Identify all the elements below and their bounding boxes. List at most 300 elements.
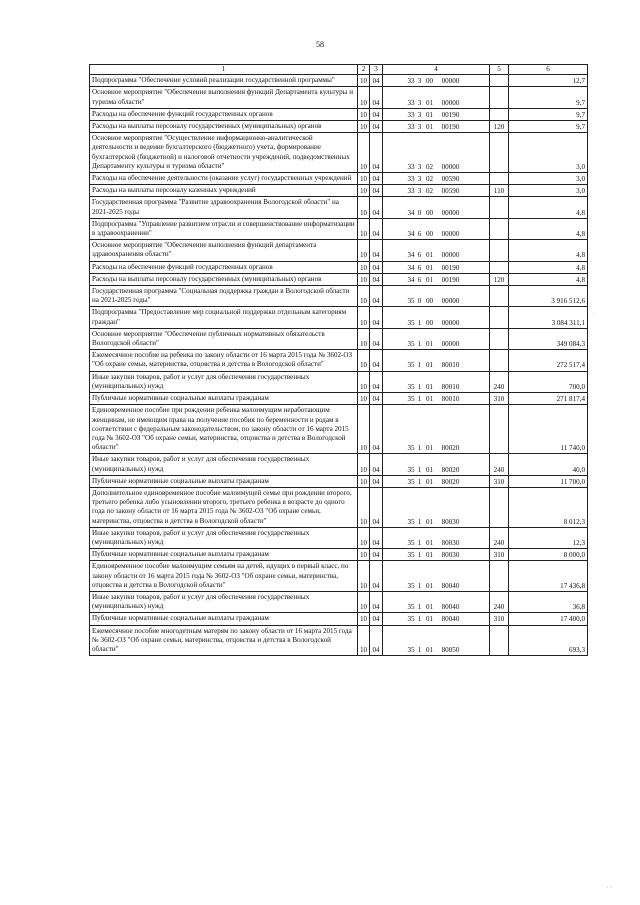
code-part-c4b: 0 [417,297,422,306]
table-row [90,487,588,527]
row-target-code [383,591,490,612]
row-target-code [383,286,490,307]
margin-mark: · [593,312,595,318]
row-amount: 11 740,0 [509,405,588,454]
row-name: Расходы на выплаты персоналу государственных (муниципальных) органов [90,273,358,285]
code-part-c4a: 34 [407,230,415,239]
row-section: 10 [358,350,370,371]
row-expense-type [490,218,509,239]
code-part-c4c: 00 [425,318,434,327]
code-part-c4d: 00000 [441,98,460,107]
code-part-c4b: 3 [417,175,422,184]
code-part-c4a: 34 [407,208,415,217]
row-expense-type [490,75,509,87]
row-name: Подпрограмма "Обеспечение условий реализации государственной программы" [90,75,358,87]
code-part-c4b: 3 [417,162,422,171]
row-section: 10 [358,549,370,561]
row-subsection: 04 [370,240,383,261]
row-subsection: 04 [370,173,383,185]
table-row [90,307,588,328]
row-section: 10 [358,307,370,328]
code-part-c4b: 0 [417,208,422,217]
code-part-c4c: 00 [425,297,434,306]
code-part-c4b: 6 [417,251,422,260]
code-part-c4c: 01 [425,251,434,260]
row-target-code [383,350,490,371]
row-amount: 17 400,0 [509,613,588,625]
row-expense-type [490,625,509,656]
code-part-c4d: 00190 [441,110,460,119]
code-part-c4c: 01 [425,615,434,624]
code-part-c4d: 00190 [441,275,460,284]
row-target-code [383,371,490,392]
row-section: 10 [358,108,370,120]
table-row [90,591,588,612]
row-subsection: 04 [370,133,383,173]
row-expense-type [490,307,509,328]
code-part-c4a: 33 [407,98,415,107]
code-part-c4c: 01 [425,340,434,349]
code-part-c4d: 00000 [441,77,460,86]
row-expense-type [490,240,509,261]
row-target-code [383,393,490,405]
row-subsection: 04 [370,454,383,475]
row-section: 10 [358,218,370,239]
code-part-c4d: 80010 [441,382,460,391]
table-row [90,261,588,273]
row-section: 10 [358,75,370,87]
row-subsection: 04 [370,197,383,218]
code-part-c4c: 01 [425,444,434,453]
row-subsection: 04 [370,307,383,328]
table-row [90,350,588,371]
row-target-code [383,625,490,656]
code-part-c4b: 1 [417,538,422,547]
row-expense-type: 240 [490,454,509,475]
code-part-c4a: 33 [407,187,415,196]
row-section: 10 [358,393,370,405]
code-part-c4b: 1 [417,477,422,486]
row-amount: 9,7 [509,87,588,108]
row-expense-type [490,286,509,307]
code-part-c4c: 01 [425,645,434,654]
row-expense-type [490,487,509,527]
code-part-c4a: 33 [407,110,415,119]
row-target-code [383,133,490,173]
code-part-c4a: 35 [407,477,415,486]
row-subsection: 04 [370,185,383,197]
row-target-code [383,173,490,185]
row-amount: 4,8 [509,273,588,285]
row-subsection: 04 [370,613,383,625]
table-row [90,218,588,239]
row-amount: 4,8 [509,197,588,218]
code-part-c4d: 00190 [441,263,460,272]
row-subsection: 04 [370,75,383,87]
row-expense-type [490,87,509,108]
code-part-c4d: 00000 [441,230,460,239]
row-target-code [383,75,490,87]
code-part-c4b: 1 [417,551,422,560]
code-part-c4d: 80030 [441,517,460,526]
header-col-4: 4 [383,65,490,75]
row-section: 10 [358,475,370,487]
row-expense-type: 310 [490,613,509,625]
code-part-c4a: 35 [407,382,415,391]
table-row [90,549,588,561]
row-name: Основное мероприятие "Обеспечение выполнения функций Департамента культуры и туризма области" [90,87,358,108]
code-part-c4a: 35 [407,603,415,612]
table-body [90,75,588,656]
row-target-code [383,121,490,133]
row-amount: 272 517,4 [509,350,588,371]
row-expense-type [490,328,509,349]
row-amount: 4,8 [509,261,588,273]
code-part-c4b: 1 [417,615,422,624]
row-amount: 9,7 [509,121,588,133]
code-part-c4c: 00 [425,230,434,239]
row-expense-type: 120 [490,273,509,285]
code-part-c4d: 00000 [441,162,460,171]
row-expense-type: 240 [490,371,509,392]
row-amount: 12,7 [509,75,588,87]
code-part-c4b: 6 [417,230,422,239]
row-expense-type [490,405,509,454]
row-section: 10 [358,591,370,612]
row-target-code [383,613,490,625]
row-name: Расходы на обеспечение функций государственных органов [90,261,358,273]
table-row [90,454,588,475]
table-row [90,328,588,349]
row-expense-type: 310 [490,393,509,405]
row-section: 10 [358,185,370,197]
code-part-c4d: 80020 [441,465,460,474]
code-part-c4d: 00000 [441,297,460,306]
code-part-c4b: 1 [417,361,422,370]
row-amount: 11 700,0 [509,475,588,487]
header-col-1: 1 [90,65,358,75]
code-part-c4c: 01 [425,263,434,272]
row-target-code [383,487,490,527]
code-part-c4a: 34 [407,275,415,284]
row-name: Расходы на выплаты персоналу казенных учреждений [90,185,358,197]
row-amount: 40,0 [509,454,588,475]
budget-table [89,64,588,656]
row-target-code [383,261,490,273]
row-name: Ежемесячное пособие многодетным матерям по закону области от 16 марта 2015 года № 3602-ОЗ "Об охране семьи, материнства, отцовства и детства в Вологодской области" [90,625,358,656]
row-expense-type [490,561,509,592]
code-part-c4b: 6 [417,263,422,272]
code-part-c4a: 33 [407,175,415,184]
row-section: 10 [358,613,370,625]
row-subsection: 04 [370,625,383,656]
code-part-c4a: 35 [407,645,415,654]
row-section: 10 [358,527,370,548]
code-part-c4c: 01 [425,395,434,404]
row-expense-type [490,133,509,173]
row-name: Иные закупки товаров, работ и услуг для обеспечения государственных (муниципальных) нужд [90,454,358,475]
row-target-code [383,307,490,328]
row-amount: 3,0 [509,185,588,197]
row-target-code [383,475,490,487]
code-part-c4c: 02 [425,187,434,196]
code-part-c4b: 3 [417,187,422,196]
code-part-c4c: 00 [425,77,434,86]
table-row [90,185,588,197]
row-section: 10 [358,121,370,133]
table-row [90,527,588,548]
row-section: 10 [358,328,370,349]
row-expense-type: 310 [490,549,509,561]
row-name: Государственная программа "Социальная поддержка граждан в Вологодской области на 2021-2025 годы" [90,286,358,307]
code-part-c4a: 34 [407,263,415,272]
code-part-c4d: 80040 [441,615,460,624]
row-subsection: 04 [370,261,383,273]
row-name: Расходы на обеспечение деятельности (оказание услуг) государственных учреждений [90,173,358,185]
code-part-c4c: 01 [425,465,434,474]
page-number: 58 [316,40,324,49]
code-part-c4a: 35 [407,465,415,474]
row-section: 10 [358,454,370,475]
code-part-c4c: 01 [425,551,434,560]
table-row [90,75,588,87]
row-section: 10 [358,261,370,273]
row-name: Государственная программа "Развитие здравоохранения Вологодской области" на 2021-2025 годы [90,197,358,218]
row-amount: 12,3 [509,527,588,548]
code-part-c4a: 35 [407,551,415,560]
code-part-c4b: 1 [417,395,422,404]
code-part-c4b: 1 [417,340,422,349]
row-subsection: 04 [370,561,383,592]
row-amount: 3,0 [509,133,588,173]
row-expense-type [490,197,509,218]
code-part-c4d: 80010 [441,361,460,370]
row-subsection: 04 [370,371,383,392]
row-amount: 8 000,0 [509,549,588,561]
row-amount: 8 012,3 [509,487,588,527]
header-col-6: 6 [509,65,588,75]
footer-mark: · · [606,885,612,891]
row-subsection: 04 [370,328,383,349]
table-row [90,475,588,487]
row-target-code [383,527,490,548]
row-section: 10 [358,273,370,285]
row-target-code [383,328,490,349]
code-part-c4c: 01 [425,603,434,612]
row-amount: 4,8 [509,240,588,261]
row-section: 10 [358,487,370,527]
row-target-code [383,197,490,218]
code-part-c4a: 35 [407,340,415,349]
row-target-code [383,273,490,285]
code-part-c4b: 1 [417,603,422,612]
code-part-c4c: 01 [425,110,434,119]
code-part-c4b: 6 [417,275,422,284]
row-target-code [383,405,490,454]
row-expense-type [490,350,509,371]
code-part-c4a: 33 [407,162,415,171]
row-subsection: 04 [370,121,383,133]
row-name: Единовременное пособие малоимущим семьям на детей, идущих в первый класс, по закону области от 16 марта 2015 года № 3602-ОЗ "Об охране семьи, материнства, отцовства и детства в Вологодской области" [90,561,358,592]
row-name: Подпрограмма "Предоставление мер социальной поддержки отдельным категориям граждан" [90,307,358,328]
code-part-c4d: 00590 [441,187,460,196]
row-expense-type [490,108,509,120]
row-name: Публичные нормативные социальные выплаты гражданам [90,613,358,625]
row-subsection: 04 [370,487,383,527]
table-row [90,173,588,185]
row-subsection: 04 [370,108,383,120]
row-target-code [383,549,490,561]
row-subsection: 04 [370,475,383,487]
code-part-c4a: 35 [407,361,415,370]
code-part-c4a: 35 [407,297,415,306]
code-part-c4d: 80010 [441,395,460,404]
code-part-c4b: 3 [417,77,422,86]
code-part-c4a: 33 [407,77,415,86]
code-part-c4d: 00000 [441,340,460,349]
row-target-code [383,218,490,239]
row-target-code [383,454,490,475]
code-part-c4b: 1 [417,645,422,654]
code-part-c4b: 1 [417,382,422,391]
row-name: Расходы на выплаты персоналу государственных (муниципальных) органов [90,121,358,133]
code-part-c4c: 01 [425,275,434,284]
row-name: Основное мероприятие "Обеспечение публичных нормативных обязательств Вологодской области" [90,328,358,349]
row-expense-type [490,173,509,185]
row-expense-type [490,261,509,273]
row-expense-type: 240 [490,591,509,612]
code-part-c4c: 01 [425,123,434,132]
row-name: Публичные нормативные социальные выплаты гражданам [90,549,358,561]
row-expense-type: 310 [490,475,509,487]
row-section: 10 [358,561,370,592]
row-amount: 4,8 [509,218,588,239]
row-name: Ежемесячное пособие на ребенка по закону области от 16 марта 2015 года № 3602-ОЗ "Об охране семьи, материнства, отцовства и детства в Вологодской области" [90,350,358,371]
code-part-c4d: 80050 [441,645,460,654]
code-part-c4c: 01 [425,382,434,391]
table-row [90,393,588,405]
row-amount: 3 916 512,6 [509,286,588,307]
table-row [90,108,588,120]
code-part-c4b: 1 [417,581,422,590]
code-part-c4a: 35 [407,581,415,590]
row-name: Публичные нормативные социальные выплаты гражданам [90,475,358,487]
header-col-3: 3 [370,65,383,75]
code-part-c4b: 1 [417,318,422,327]
code-part-c4c: 01 [425,361,434,370]
code-part-c4d: 00000 [441,208,460,217]
code-part-c4b: 3 [417,98,422,107]
code-part-c4a: 35 [407,395,415,404]
code-part-c4a: 33 [407,123,415,132]
row-subsection: 04 [370,350,383,371]
row-subsection: 04 [370,273,383,285]
row-section: 10 [358,173,370,185]
row-expense-type: 120 [490,121,509,133]
row-name: Подпрограмма "Управление развитием отрасли и совершенствование информатизации в здравоохранении" [90,218,358,239]
code-part-c4c: 00 [425,208,434,217]
code-part-c4c: 01 [425,98,434,107]
row-name: Иные закупки товаров, работ и услуг для обеспечения государственных (муниципальных) нужд [90,371,358,392]
code-part-c4c: 01 [425,538,434,547]
table-row [90,197,588,218]
row-subsection: 04 [370,218,383,239]
row-target-code [383,240,490,261]
code-part-c4d: 80040 [441,581,460,590]
code-part-c4c: 02 [425,162,434,171]
row-name: Основное мероприятие "Обеспечение выполнения функций департамента здравоохранения области" [90,240,358,261]
code-part-c4d: 80020 [441,444,460,453]
table-row [90,625,588,656]
code-part-c4d: 00000 [441,251,460,260]
code-part-c4b: 1 [417,444,422,453]
row-section: 10 [358,286,370,307]
row-target-code [383,185,490,197]
row-expense-type: 240 [490,527,509,548]
code-part-c4a: 35 [407,318,415,327]
row-amount: 9,7 [509,108,588,120]
code-part-c4a: 35 [407,538,415,547]
code-part-c4c: 01 [425,477,434,486]
row-subsection: 04 [370,405,383,454]
code-part-c4a: 35 [407,444,415,453]
table-row [90,121,588,133]
row-amount: 3 084 311,1 [509,307,588,328]
row-name: Единовременное пособие при рождении ребенка малоимущим неработающим женщинам, не имеющим права на получение пособия по беременности и родам в соответствии с федеральным законодательством, по закону области от 16 марта 2015 года № 3602-ОЗ "Об охране семьи, материнства, отцовства и детства в Вологодской области" [90,405,358,454]
row-name: Иные закупки товаров, работ и услуг для обеспечения государственных (муниципальных) нужд [90,527,358,548]
row-section: 10 [358,371,370,392]
table-row [90,133,588,173]
row-expense-type: 110 [490,185,509,197]
code-part-c4d: 00590 [441,175,460,184]
row-subsection: 04 [370,393,383,405]
row-name: Расходы на обеспечение функций государственных органов [90,108,358,120]
row-name: Дополнительное единовременное пособие малоимущей семье при рождении второго, третьего ребенка либо усыновлении второго, третьего ребенка в возрасте до одного года по закону области от 16 марта 2015 года № 3602-ОЗ "Об охране семьи, материнства, отцовства и детства в Вологодской области" [90,487,358,527]
row-subsection: 04 [370,527,383,548]
code-part-c4d: 80020 [441,477,460,486]
row-section: 10 [358,87,370,108]
row-target-code [383,561,490,592]
table-row [90,613,588,625]
code-part-c4c: 01 [425,517,434,526]
code-part-c4c: 02 [425,175,434,184]
row-amount: 700,0 [509,371,588,392]
row-subsection: 04 [370,87,383,108]
code-part-c4a: 35 [407,615,415,624]
code-part-c4a: 35 [407,517,415,526]
row-section: 10 [358,240,370,261]
row-target-code [383,87,490,108]
row-target-code [383,108,490,120]
row-section: 10 [358,625,370,656]
table-row [90,273,588,285]
code-part-c4b: 1 [417,517,422,526]
row-section: 10 [358,197,370,218]
row-amount: 271 817,4 [509,393,588,405]
code-part-c4a: 34 [407,251,415,260]
row-amount: 693,3 [509,625,588,656]
row-subsection: 04 [370,591,383,612]
row-amount: 36,8 [509,591,588,612]
code-part-c4d: 00000 [441,318,460,327]
code-part-c4b: 3 [417,123,422,132]
row-name: Иные закупки товаров, работ и услуг для обеспечения государственных (муниципальных) нужд [90,591,358,612]
row-amount: 17 436,8 [509,561,588,592]
row-amount: 3,0 [509,173,588,185]
code-part-c4d: 80030 [441,538,460,547]
row-name: Основное мероприятие "Осуществление информационно-аналитической деятельности и ведение бухгалтерского (бюджетного) учета, формирование бухгалтерской (бюджетной) и налоговой отчетности учреждений, подведомственных Департаменту культуры и туризма области" [90,133,358,173]
table-row [90,286,588,307]
